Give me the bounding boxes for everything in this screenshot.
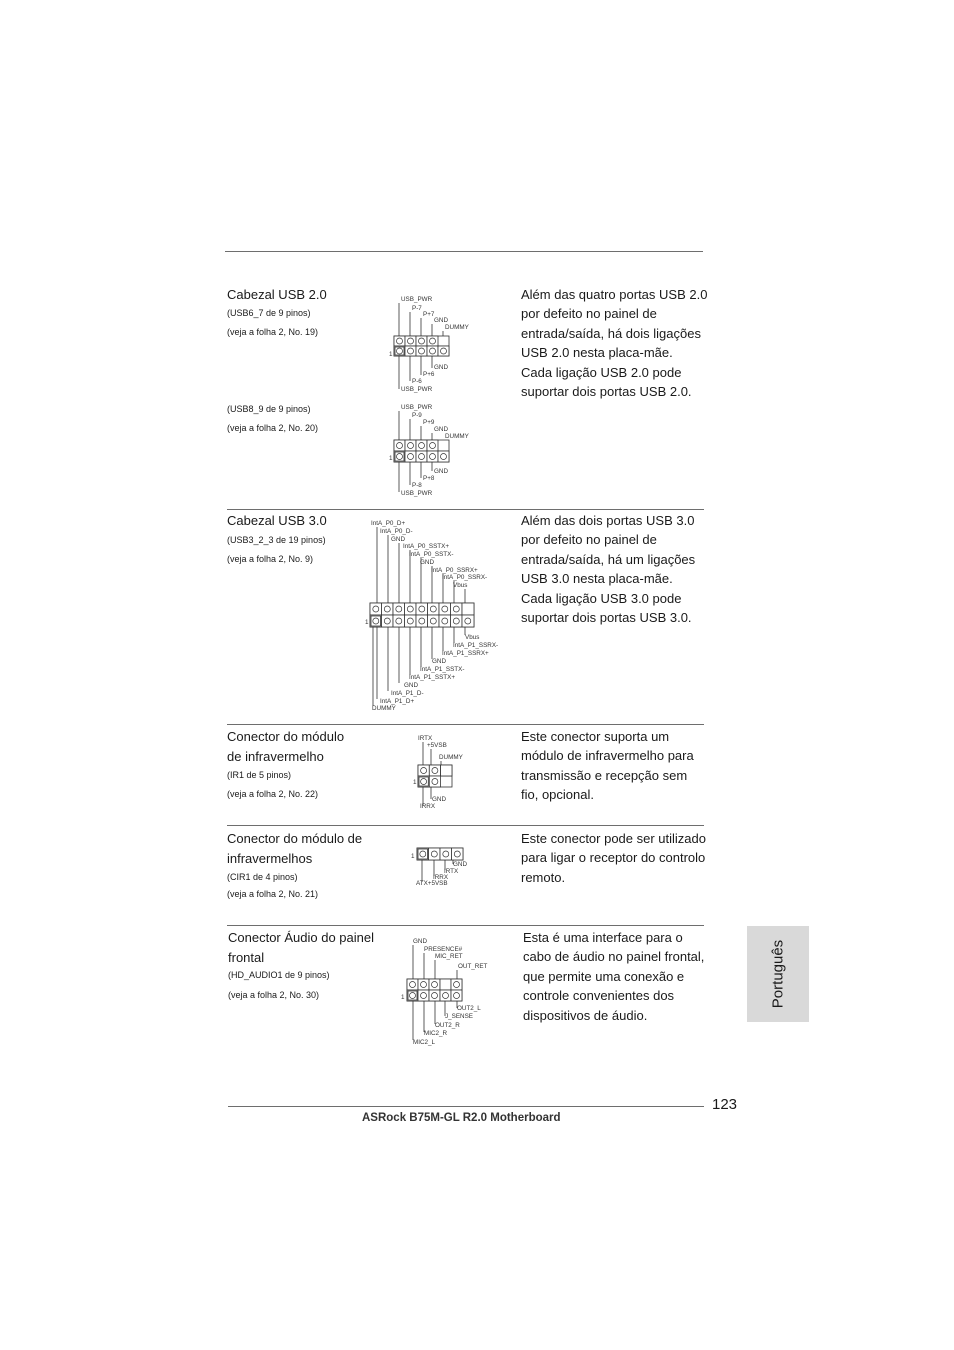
usb3-title: Cabezal USB 3.0 [227, 513, 327, 528]
usb89-ref: (veja a folha 2, No. 20) [227, 423, 319, 433]
ir-subtitle: (IR1 de 5 pinos) [227, 770, 292, 780]
audio-label-out2-l: OUT2_L [457, 1005, 481, 1012]
usb3-label-p0-d+: IntA_P0_D+ [371, 520, 406, 527]
usb3-label-vbus-top: Vbus [453, 582, 468, 589]
usb3-desc-line-6: suportar dois portas USB 3.0. [521, 610, 692, 626]
usb89-pin1-marker: 1 [389, 455, 393, 462]
usb89-label-p+9: P+9 [423, 419, 435, 426]
audio-desc-line-2: cabo de áudio no painel frontal, [523, 949, 705, 965]
usb3-label-gnd-3: GND [432, 658, 446, 665]
usb89-subtitle: (USB8_9 de 9 pinos) [227, 404, 311, 414]
footer-title: ASRock B75M-GL R2.0 Motherboard [362, 1112, 561, 1124]
audio-desc-line-3: que permite uma conexão e [523, 968, 685, 984]
usb67-subtitle: (USB6_7 de 9 pinos) [227, 308, 311, 318]
audio-label-presence: PRESENCE# [424, 946, 463, 953]
usb2-desc-line-6: suportar dois portas USB 2.0. [521, 384, 692, 400]
usb3-label-gnd-1: GND [391, 536, 405, 543]
usb3-desc-line-5: Cada ligação USB 3.0 pode [521, 590, 682, 606]
audio-label-mic2-r: MIC2_R [424, 1030, 448, 1037]
ir-pinout-diagram [410, 732, 480, 812]
usb67-label-dummy: DUMMY [445, 324, 469, 331]
ir-description [521, 727, 694, 805]
cir-label-irtx: IRTX [444, 868, 459, 875]
ir-desc-line-1: Este conector suporta um [521, 729, 670, 744]
usb3-label-p1-d+: IntA_P1_D+ [380, 698, 415, 705]
usb3-label-p1-sstx-: IntA_P1_SSTX- [420, 666, 465, 673]
ir-label-5vsb: +5VSB [427, 742, 447, 749]
divider-1 [227, 509, 704, 510]
usb3-desc-line-4: USB 3.0 nesta placa-mãe. [521, 571, 673, 587]
audio-label-out2-r: OUT2_R [435, 1022, 460, 1029]
ir-title-line-1: Conector do módulo [227, 729, 345, 744]
usb89-label-gnd-top: GND [434, 426, 448, 433]
audio-pinout-diagram [398, 934, 498, 1050]
cir-desc-line-1: Este conector pode ser utilizado [521, 831, 706, 846]
usb67-label-usb-pwr-top: USB_PWR [401, 296, 433, 303]
ir-label-gnd: GND [432, 796, 446, 803]
audio-label-j-sense: J_SENSE [445, 1013, 473, 1020]
cir-title-line-1: Conector do módulo de [227, 831, 363, 846]
cir-label-gnd: GND [453, 861, 467, 868]
cir-label-irrx: IRRX [433, 874, 449, 881]
usb3-desc-line-3: entrada/saída, há um ligações [521, 551, 696, 567]
usb3-pinout-diagram [362, 516, 512, 716]
cir-subtitle: (CIR1 de 4 pinos) [227, 872, 298, 882]
usb2-desc-line-4: USB 2.0 nesta placa-mãe. [521, 345, 673, 361]
usb67-label-p+6: P+6 [423, 371, 435, 378]
usb89-pinout-diagram [385, 400, 480, 500]
ir-title [227, 727, 344, 766]
usb67-ref: (veja a folha 2, No. 19) [227, 327, 319, 337]
usb89-label-p-8: P-8 [412, 482, 422, 489]
audio-desc-line-4: controle convenientes dos [523, 988, 675, 1004]
ir-desc-line-2: módulo de infravermelho para [521, 748, 694, 764]
bottom-rule [228, 1106, 704, 1107]
usb3-desc-line-2: por defeito no painel de [521, 532, 657, 548]
usb3-ref: (veja a folha 2, No. 9) [227, 554, 314, 564]
usb67-label-p-6: P-6 [412, 378, 422, 385]
usb89-label-p+8: P+8 [423, 475, 435, 482]
top-rule [225, 251, 703, 252]
cir-desc-line-3: remoto. [521, 869, 566, 885]
usb3-label-p0-d-: IntA_P0_D- [380, 528, 413, 535]
audio-desc-line-5: dispositivos de áudio. [523, 1007, 648, 1023]
ir-label-irtx: IRTX [418, 735, 433, 742]
cir-pin1-marker: 1 [411, 853, 415, 860]
usb3-description [521, 511, 695, 627]
ir-title-line-2: de infravermelho [227, 748, 324, 764]
cir-description [521, 829, 706, 887]
usb2-description [521, 285, 707, 401]
cir-ref: (veja a folha 2, No. 21) [227, 889, 319, 899]
audio-label-mic-ret: MIC_RET [435, 953, 463, 960]
ir-label-irrx: IRRX [420, 803, 436, 810]
usb67-label-gnd-bottom: GND [434, 364, 448, 371]
divider-3 [227, 825, 704, 826]
divider-4 [227, 925, 704, 926]
audio-ref: (veja a folha 2, No. 30) [228, 990, 320, 1000]
usb67-pin1-marker: 1 [389, 351, 393, 358]
audio-subtitle: (HD_AUDIO1 de 9 pinos) [228, 970, 330, 980]
usb2-desc-line-5: Cada ligação USB 2.0 pode [521, 364, 682, 380]
usb67-label-p-7: P-7 [412, 305, 422, 312]
usb2-desc-line-3: entrada/saída, há dois ligações [521, 325, 701, 341]
language-tab [747, 926, 809, 1022]
usb67-label-p+7: P+7 [423, 311, 435, 318]
usb2-title: Cabezal USB 2.0 [227, 287, 327, 302]
usb3-label-p0-ssrx+: IntA_P0_SSRX+ [431, 567, 478, 574]
cir-title [227, 829, 362, 868]
audio-label-mic2-l: MIC2_L [413, 1039, 436, 1046]
usb2-desc-line-1: Além das quatro portas USB 2.0 [521, 287, 708, 302]
usb3-label-dummy: DUMMY [372, 705, 396, 712]
audio-title-line-1: Conector Áudio do painel [228, 930, 374, 945]
usb3-subtitle: (USB3_2_3 de 19 pinos) [227, 535, 326, 545]
usb3-label-gnd-2: GND [420, 559, 434, 566]
usb3-label-p0-sstx-: IntA_P0_SSTX- [409, 551, 454, 558]
usb67-pinout-diagram [385, 290, 480, 395]
usb2-desc-line-2: por defeito no painel de [521, 306, 657, 322]
usb3-pin1-marker: 1 [365, 619, 369, 626]
cir-desc-line-2: para ligar o receptor do controlo [521, 850, 706, 866]
usb3-label-p0-ssrx-: IntA_P0_SSRX- [442, 574, 488, 581]
usb67-label-gnd-top: GND [434, 317, 448, 324]
usb3-label-vbus-bottom: Vbus [465, 634, 480, 641]
usb89-label-usb-pwr-bottom: USB_PWR [401, 490, 433, 497]
audio-pin1-marker: 1 [401, 994, 405, 1001]
usb89-label-dummy: DUMMY [445, 433, 469, 440]
usb3-label-p1-ssrx-: IntA_P1_SSRX- [453, 642, 499, 649]
audio-title [228, 928, 374, 967]
divider-2 [227, 724, 704, 725]
cir-pinout-diagram [408, 843, 478, 891]
cir-title-line-2: infravermelhos [227, 850, 313, 866]
ir-pin1-marker: 1 [413, 779, 417, 786]
audio-desc-line-1: Esta é uma interface para o [523, 930, 683, 945]
audio-label-out-ret: OUT_RET [458, 963, 488, 970]
usb89-label-gnd-bottom: GND [434, 468, 448, 475]
usb89-label-usb-pwr-top: USB_PWR [401, 404, 433, 411]
audio-title-line-2: frontal [228, 949, 265, 965]
language-tab-label: Português [769, 939, 787, 1009]
ir-label-dummy: DUMMY [439, 754, 463, 761]
usb89-label-p-9: P-9 [412, 412, 422, 419]
usb3-label-p0-sstx+: IntA_P0_SSTX+ [403, 543, 450, 550]
usb3-label-p1-ssrx+: IntA_P1_SSRX+ [442, 650, 489, 657]
cir-label-atx5vsb: ATX+5VSB [416, 880, 448, 887]
page-number: 123 [712, 1096, 738, 1113]
usb67-label-usb-pwr-bottom: USB_PWR [401, 386, 433, 393]
usb3-label-p1-d-: IntA_P1_D- [391, 690, 424, 697]
usb3-label-gnd-4: GND [404, 682, 418, 689]
ir-desc-line-3: transmissão e recepção sem [521, 767, 688, 783]
audio-label-gnd: GND [413, 938, 427, 945]
ir-desc-line-4: fio, opcional. [521, 787, 594, 803]
usb3-label-p1-sstx+: IntA_P1_SSTX+ [409, 674, 456, 681]
audio-description [523, 928, 704, 1025]
usb3-desc-line-1: Além das dois portas USB 3.0 [521, 513, 695, 528]
ir-ref: (veja a folha 2, No. 22) [227, 789, 319, 799]
